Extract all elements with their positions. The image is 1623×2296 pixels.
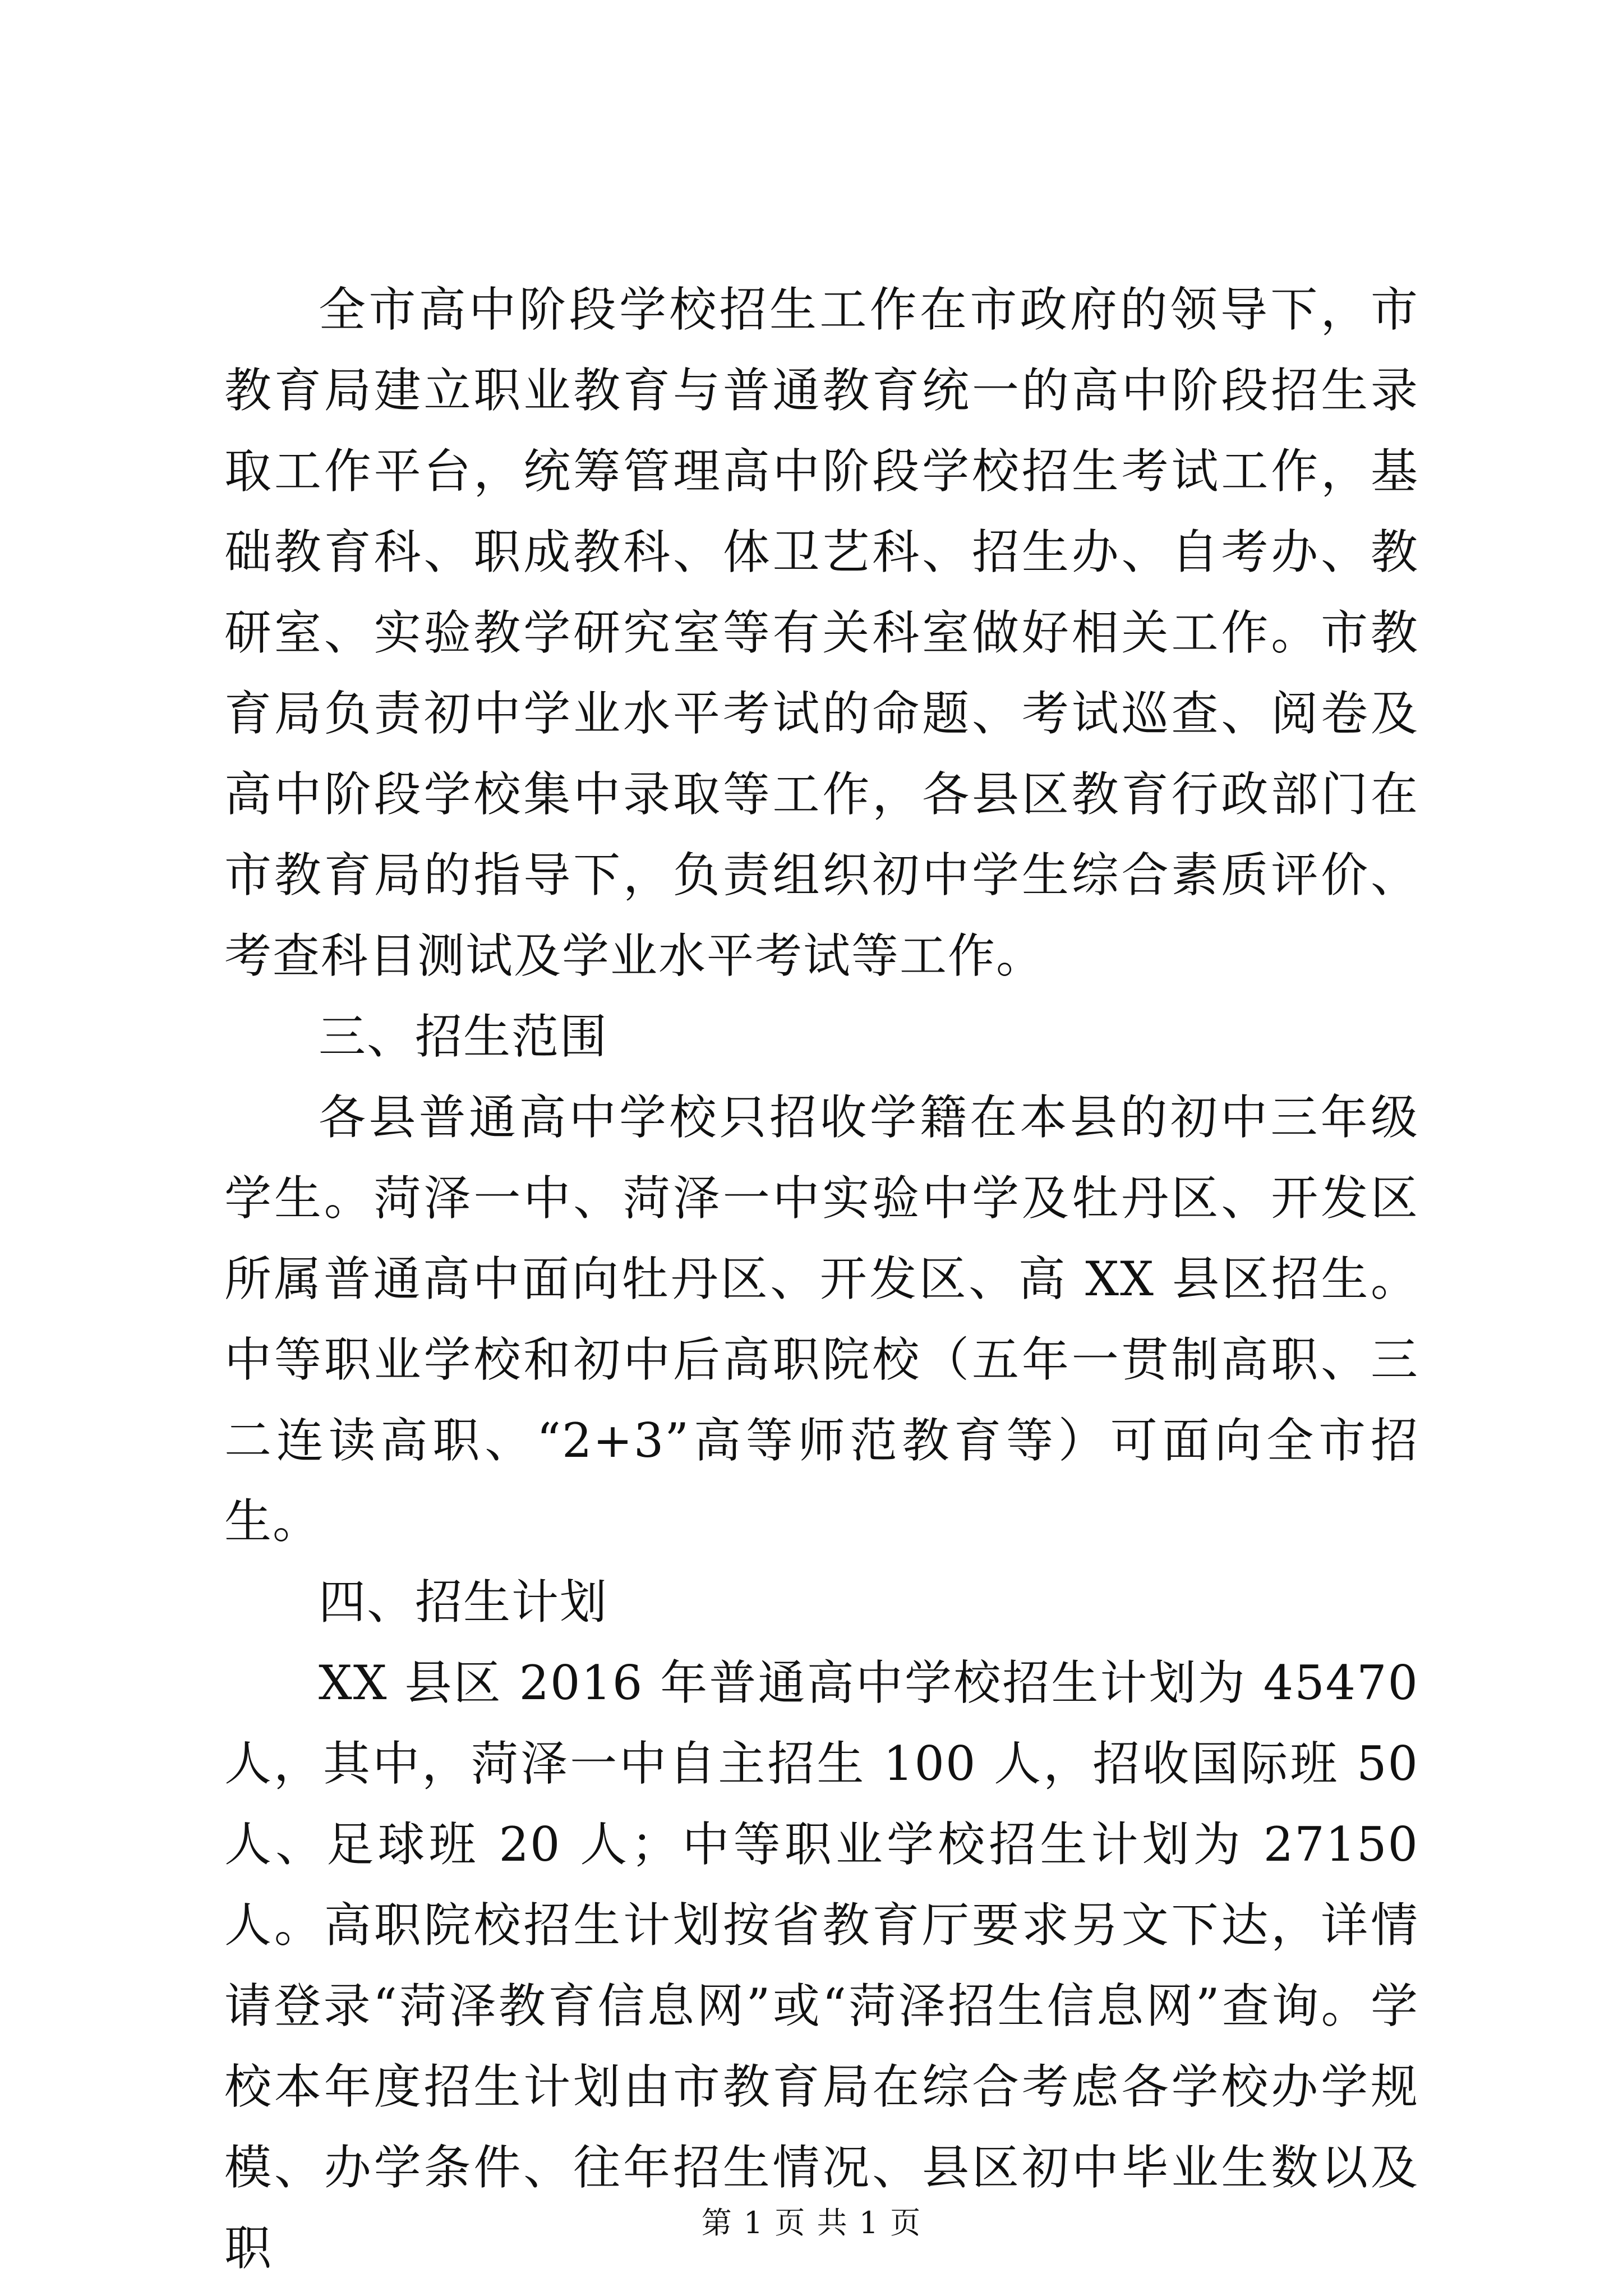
document-body — [224, 269, 1419, 2289]
page-number-footer: 第 1 页 共 1 页 — [701, 2205, 922, 2240]
paragraph-organization: 全市高中阶段学校招生工作在市政府的领导下，市教育局建立职业教育与普通教育统一的高中阶段招生录取工作平台，统筹管理高中阶段学校招生考试工作，基础教育科、职成教科、体卫艺科、招生办、自考办、教研室、实验教学研究室等有关科室做好相关工作。市教育局负责初中学业水平考试的命题、考试巡查、阅卷及高中阶段学校集中录取等工作，各县区教育行政部门在市教育局的指导下，负责组织初中学生综合素质评价、考查科目测试及学业水平考试等工作。 — [224, 282, 1419, 983]
paragraph-enrollment-scope: 各县普通高中学校只招收学籍在本县的初中三年级学生。菏泽一中、菏泽一中实验中学及牡丹区、开发区所属普通高中面向牡丹区、开发区、高 XX 县区招生。中等职业学校和初中后高职院校（五年一贯制高职、三二连读高职、“2+3”高等师范教育等）可面向全市招生。 — [224, 1090, 1419, 1549]
section-heading-enrollment-plan: 四、招生计划 — [319, 1575, 608, 1630]
paragraph-enrollment-plan: XX 县区 2016 年普通高中学校招生计划为 45470 人，其中，菏泽一中自主招生 100 人，招收国际班 50 人、足球班 20 人；中等职业学校招生计划为 27150 人。高职院校招生计划按省教育厅要求另文下达，详情请登录“菏泽教育信息网”或“菏泽招生信息网”查询。学校本年度招生计划由市教育局在综合考虑各学校办学规模、办学条件、往年招生情况、县区初中毕业生数以及职 — [224, 1655, 1419, 2276]
section-heading-enrollment-scope: 三、招生范围 — [319, 1009, 608, 1064]
